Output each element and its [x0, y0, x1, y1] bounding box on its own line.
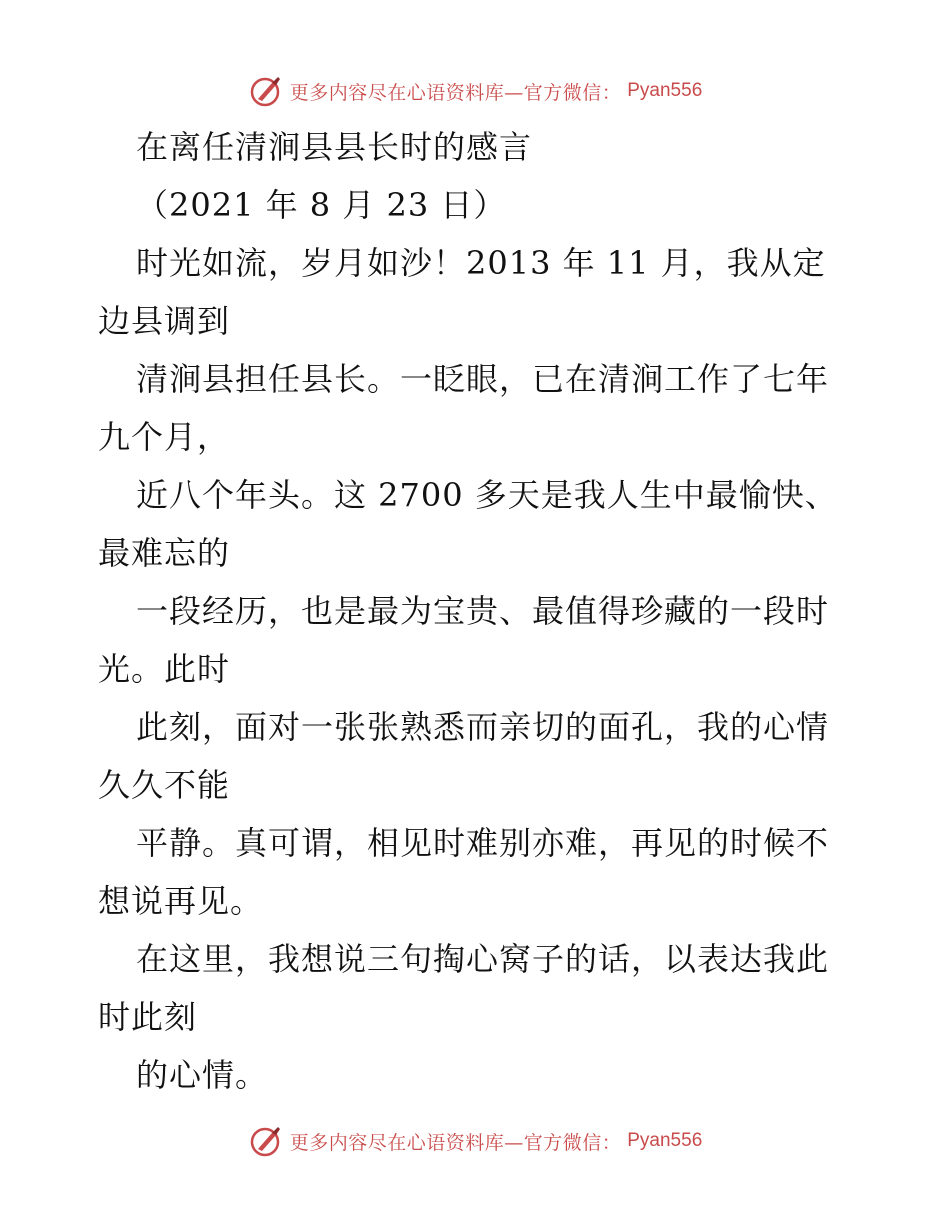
- pen-logo-icon: [248, 1123, 284, 1159]
- paragraph-line: 此刻，面对一张张熟悉而亲切的面孔，我的心情: [136, 708, 830, 746]
- paragraph-line: 九个月，: [98, 418, 231, 456]
- watermark-text: 更多内容尽在心语资料库—官方微信：: [289, 1131, 622, 1154]
- paragraph-line: 在这里，我想说三句掏心窝子的话，以表达我此: [136, 940, 830, 978]
- paragraph-line: 清涧县担任县长。一眨眼，已在清涧工作了七年: [136, 360, 830, 398]
- paragraph-line: 时光如流，岁月如沙！2013 年 11 月，我从定: [136, 244, 826, 282]
- pen-logo-icon: [248, 73, 284, 109]
- document-title: 在离任清涧县县长时的感言: [136, 128, 533, 166]
- paragraph-line: 的心情。: [136, 1056, 269, 1094]
- watermark-text: 更多内容尽在心语资料库—官方微信：: [289, 81, 622, 104]
- paragraph-line: 近八个年头。这 2700 多天是我人生中最愉快、: [136, 476, 838, 514]
- watermark-id: Pyan556: [627, 80, 703, 101]
- watermark-id: Pyan556: [627, 1130, 703, 1151]
- paragraph-line: 久久不能: [98, 766, 231, 804]
- document-date: （2021 年 8 月 23 日）: [136, 186, 507, 224]
- paragraph-line: 光。此时: [98, 650, 231, 688]
- paragraph-line: 边县调到: [98, 302, 231, 340]
- paragraph-line: 想说再见。: [98, 882, 264, 920]
- paragraph-line: 平静。真可谓，相见时难别亦难，再见的时候不: [136, 824, 830, 862]
- paragraph-line: 一段经历，也是最为宝贵、最值得珍藏的一段时: [136, 592, 830, 630]
- paragraph-line: 时此刻: [98, 998, 198, 1036]
- watermark-header: [0, 71, 950, 111]
- watermark-footer: [0, 1121, 950, 1161]
- paragraph-line: 最难忘的: [98, 534, 231, 572]
